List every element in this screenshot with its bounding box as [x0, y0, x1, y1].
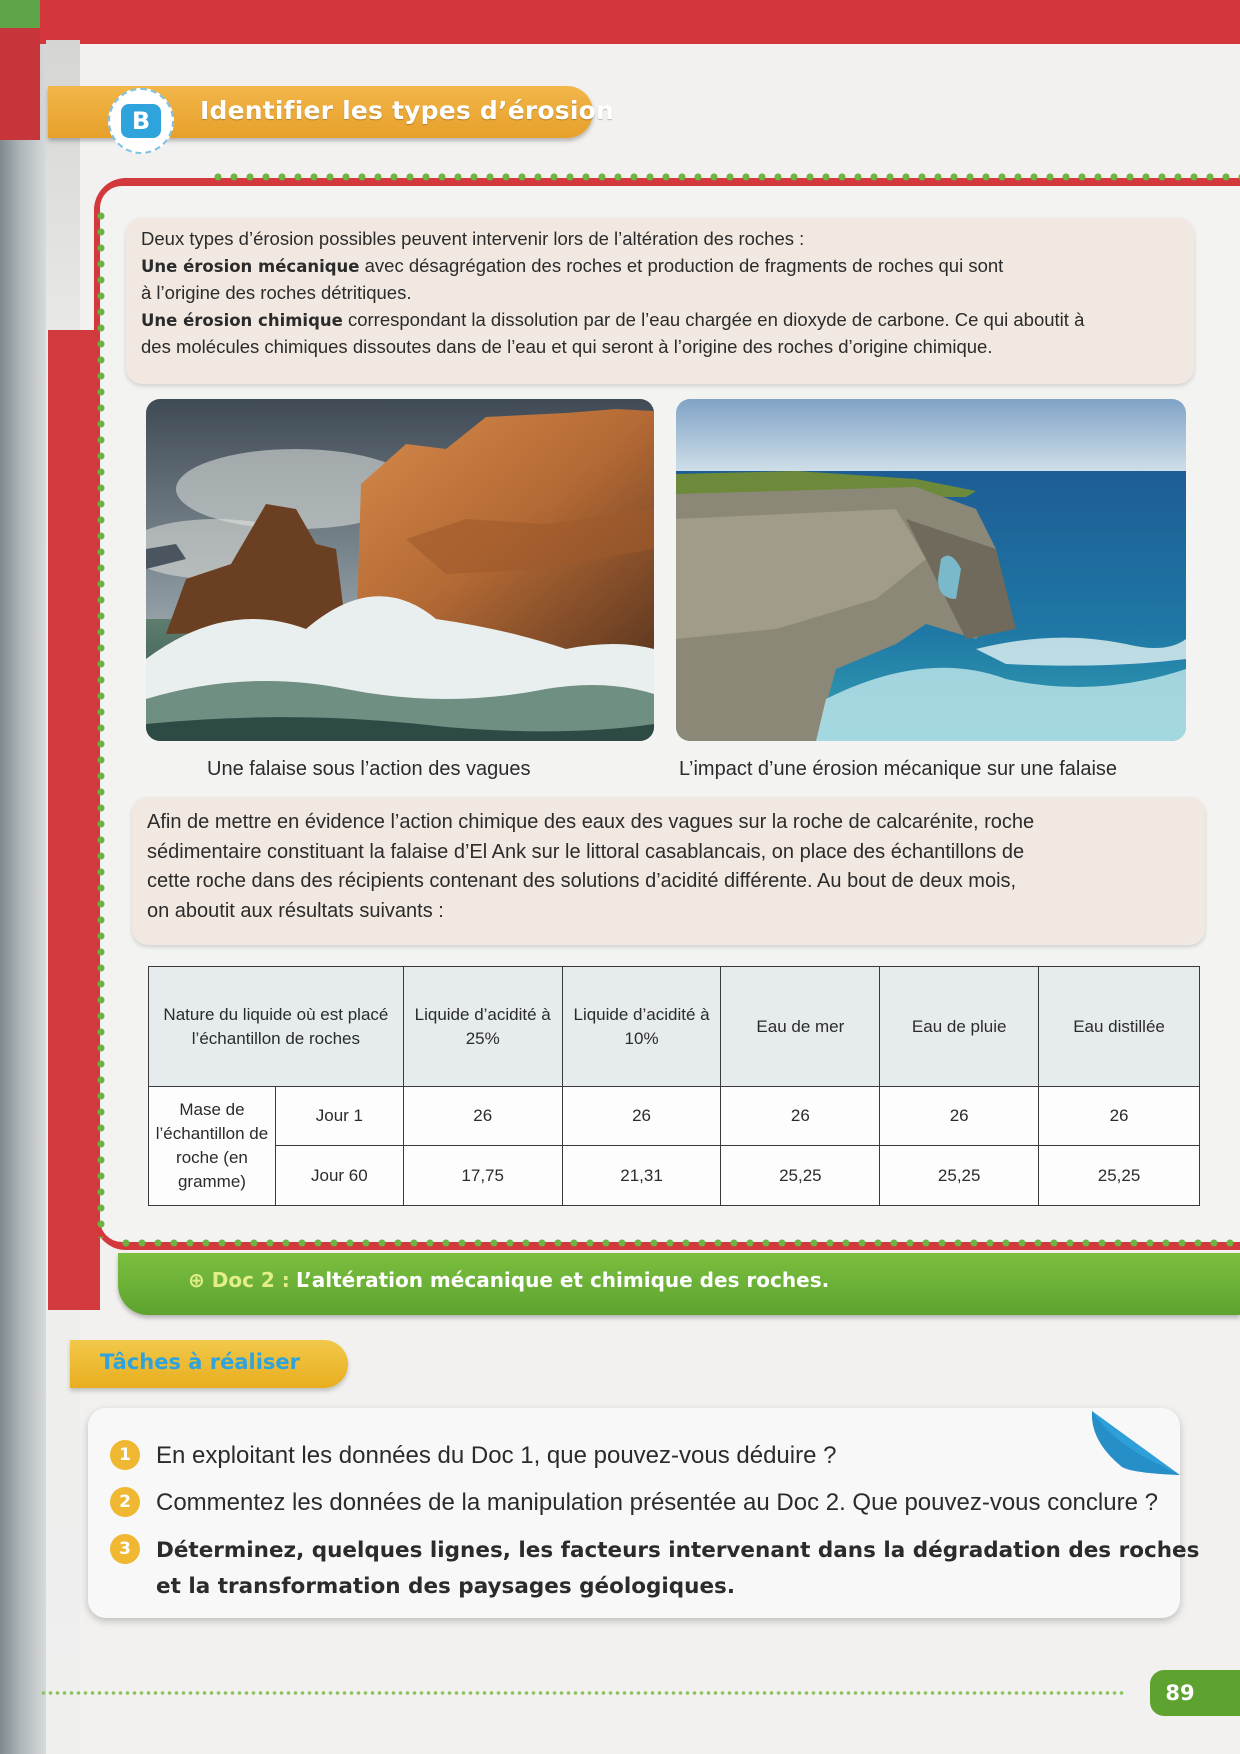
experiment-line: cette roche dans des récipients contenant des solutions d’acidité différente. Au bout de deux mois,	[147, 870, 1017, 892]
table-cell: 26	[403, 1087, 562, 1146]
experiment-line: Afin de mettre en évidence l’action chimique des eaux des vagues sur la roche de calcarénite, roche	[147, 811, 1035, 833]
photo-caption-left: Une falaise sous l’action des vagues	[207, 758, 531, 780]
doc-label: ⊕ Doc 2 :	[188, 1268, 290, 1292]
table-cell: 26	[1039, 1087, 1200, 1146]
section-letter-badge	[108, 88, 174, 154]
task-number-badge: 2	[110, 1487, 140, 1517]
table-header-row	[149, 967, 1200, 1087]
task-item-3	[110, 1533, 1199, 1605]
table-cell: 26	[880, 1087, 1039, 1146]
table-cell: 25,25	[1039, 1146, 1200, 1206]
margin-red-block	[0, 28, 40, 140]
task-text-line: et la transformation des paysages géologiques.	[156, 1574, 735, 1599]
table-row-label: Jour 60	[275, 1146, 403, 1206]
task-text-line: Déterminez, quelques lignes, les facteurs intervenant dans la dégradation des roches	[156, 1538, 1200, 1563]
task-number-badge: 1	[110, 1440, 140, 1470]
task-text: Commentez les données de la manipulation présentée au Doc 2. Que pouvez-vous conclure ?	[156, 1489, 1158, 1516]
table-header-cell: Eau distillée	[1039, 967, 1200, 1087]
table-row-group-label: Mase de l’échantillon de roche (en gramme)	[149, 1087, 276, 1206]
term-mechanical-erosion: Une érosion mécanique	[141, 256, 360, 276]
table-row	[149, 1146, 1200, 1206]
table-header-cell: Nature du liquide où est placé l’échantillon de roches	[149, 967, 404, 1087]
intro-line	[141, 307, 1181, 335]
table-header-cell: Liquide d’acidité à 25%	[403, 967, 562, 1087]
experiment-paragraph	[147, 808, 1197, 926]
task-text: En exploitant les données du Doc 1, que pouvez-vous déduire ?	[156, 1442, 837, 1469]
dotted-border-left	[96, 208, 106, 1238]
photo-cliff-waves	[146, 399, 654, 741]
page-number: 89	[1165, 1681, 1195, 1705]
table-row-label: Jour 1	[275, 1087, 403, 1146]
intro-line: à l’origine des roches détritiques.	[141, 282, 412, 303]
task-item-2	[110, 1486, 1158, 1520]
table-cell: 17,75	[403, 1146, 562, 1206]
task-item-1	[110, 1439, 836, 1473]
task-text	[156, 1533, 1199, 1605]
footer-dotted-line	[40, 1690, 1126, 1696]
results-table	[148, 966, 1200, 1206]
top-red-band	[40, 0, 1240, 44]
binding-strip	[0, 0, 46, 1754]
page-corner-flag-icon	[1092, 1411, 1182, 1475]
intro-paragraph	[141, 226, 1181, 361]
table-cell: 26	[721, 1087, 880, 1146]
term-chemical-erosion: Une érosion chimique	[141, 310, 343, 330]
dotted-border-top	[210, 172, 1240, 182]
left-red-bar	[48, 330, 100, 1310]
table-header-cell: Liquide d’acidité à 10%	[562, 967, 721, 1087]
table-cell: 21,31	[562, 1146, 721, 1206]
intro-text-fragment: correspondant la dissolution par de l’eau chargée en dioxyde de carbone. Ce qui aboutit à	[342, 308, 1085, 330]
table-cell: 26	[562, 1087, 721, 1146]
table-row	[149, 1087, 1200, 1146]
photo-cliff-arch	[676, 399, 1186, 741]
tasks-heading: Tâches à réaliser	[100, 1350, 301, 1374]
margin-green-block	[0, 0, 40, 28]
intro-text-fragment: avec désagrégation des roches et production de fragments de roches qui sont	[359, 254, 1004, 276]
intro-line: Deux types d’érosion possibles peuvent intervenir lors de l’altération des roches :	[141, 228, 805, 249]
table-header-cell: Eau de pluie	[880, 967, 1039, 1087]
intro-line	[141, 253, 1181, 281]
intro-line: des molécules chimiques dissoutes dans de l’eau et qui seront à l’origine des roches d’origine chimique.	[141, 336, 993, 357]
table-cell: 25,25	[880, 1146, 1039, 1206]
photo-caption-right: L’impact d’une érosion mécanique sur une falaise	[679, 758, 1118, 780]
table-header-cell: Eau de mer	[721, 967, 880, 1087]
experiment-line: sédimentaire constituant la falaise d’El Ank sur le littoral casablancais, on place des échantillons de	[147, 840, 1025, 863]
section-letter: B	[121, 104, 161, 138]
dotted-border-bottom	[118, 1238, 1240, 1248]
task-number-badge: 3	[110, 1534, 140, 1564]
doc-title: L’altération mécanique et chimique des roches.	[296, 1268, 830, 1292]
experiment-line: on aboutit aux résultats suivants :	[147, 899, 444, 922]
section-title: Identifier les types d’érosion	[200, 96, 614, 125]
table-cell: 25,25	[721, 1146, 880, 1206]
